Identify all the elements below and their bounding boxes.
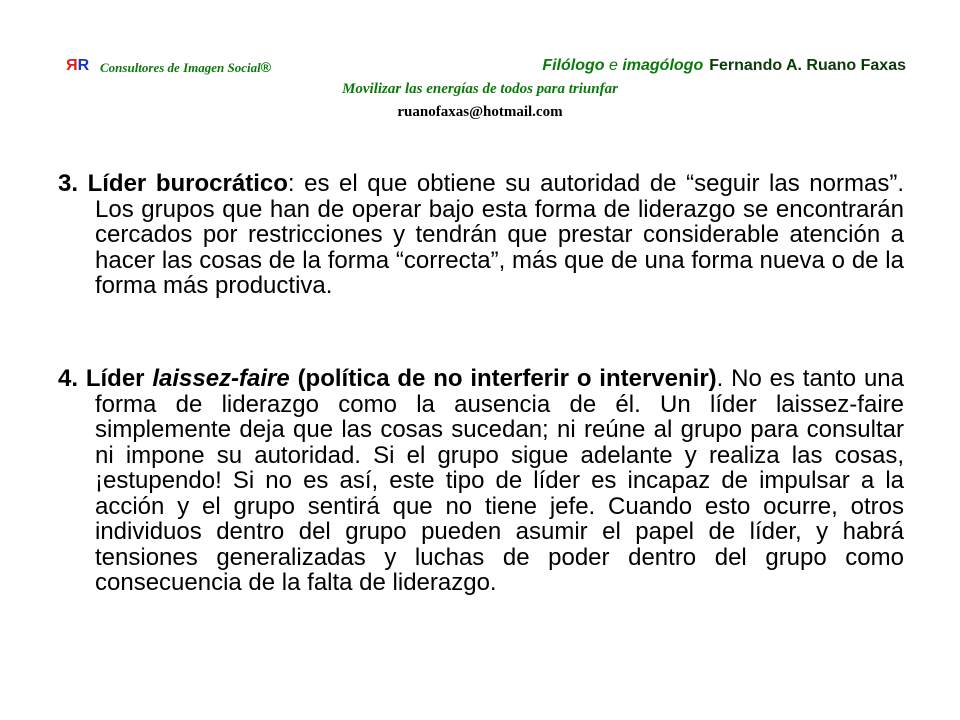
paragraph-body: . No es tanto una forma de liderazgo como la ausencia de él. Un líder laissez-faire simplemente deja que las cosas sucedan; ni reúne al grupo para consultar ni impone su autoridad. Si el grupo sigue adelante y realiza las cosas, ¡estupendo! Si no es así, este tipo de líder es incapaz de impulsar a la acción y el grupo sentirá que no tiene jefe. Cuando esto ocurre, otros individuos dentro del grupo pueden asumir el papel de líder, y habrá tensiones generalizadas y luchas de poder dentro del grupo como consecuencia de la falta de liderazgo. xyxy=(95,365,905,596)
page-header xyxy=(66,54,906,78)
logo-mirrored-r: R xyxy=(66,57,78,74)
company-name xyxy=(100,55,271,80)
author-title-philologist: Filólogo xyxy=(542,57,605,74)
paragraph-bureaucratic-leader xyxy=(58,171,904,299)
author-name: Fernando A. Ruano Faxas xyxy=(709,57,906,74)
paragraph-body: : es el que obtiene su autoridad de “seguir las normas”. Los grupos que han de operar bajo esta forma de liderazgo se encontrarán cercados por restricciones y tendrán que prestar considerable atención a hacer las cosas de la forma “correcta”, más que de una forma nueva o de la forma más productiva. xyxy=(95,170,904,299)
paragraph-number: 4. xyxy=(58,365,79,392)
company-name-text: Consultores de Imagen Social xyxy=(100,60,261,75)
logo-r: R xyxy=(77,57,90,74)
term-leader: Líder xyxy=(85,365,145,392)
paragraph-number: 3. xyxy=(58,170,79,197)
company-logo xyxy=(66,54,89,78)
term-definition: (política de no interferir o intervenir) xyxy=(297,365,717,392)
contact-email: ruanofaxas@hotmail.com xyxy=(397,104,563,120)
paragraph-laissez-faire-leader xyxy=(58,366,904,596)
author-title-imagologist: imagólogo xyxy=(622,57,704,74)
slogan: Movilizar las energías de todos para triunfar xyxy=(342,81,618,97)
registered-mark: ® xyxy=(260,59,272,75)
author-title-conjunction: e xyxy=(608,57,618,74)
author-line xyxy=(542,54,906,78)
term-laissez-faire: laissez-faire xyxy=(152,365,290,392)
term-bureaucratic-leader: Líder burocrático xyxy=(87,170,288,197)
